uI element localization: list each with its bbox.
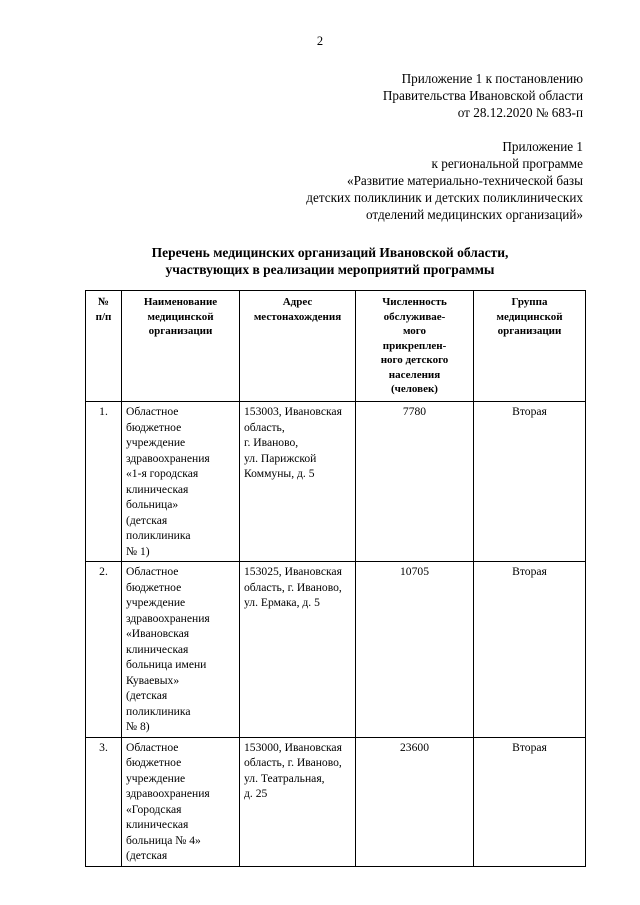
address-line: ул. Театральная, bbox=[244, 771, 325, 785]
header-line: Группа bbox=[511, 296, 548, 308]
name-line: Областное bbox=[126, 740, 179, 754]
document-title-line: участвующих в реализации мероприятий программы bbox=[165, 262, 495, 277]
header-line: медицинской bbox=[147, 310, 214, 323]
organization-name bbox=[122, 737, 240, 866]
population-count: 23600 bbox=[356, 737, 474, 866]
population-count: 7780 bbox=[356, 402, 474, 562]
header-line: п/п bbox=[95, 310, 112, 323]
appendix-resolution-line: от 28.12.2020 № 683-п bbox=[457, 105, 583, 120]
table-header-row bbox=[86, 291, 586, 402]
address-line: область, г. Иваново, bbox=[244, 756, 342, 769]
name-line: поликлиника bbox=[126, 529, 191, 542]
address-line: область, bbox=[244, 420, 285, 434]
name-line: бюджетное bbox=[126, 420, 182, 434]
header-line: обслуживае- bbox=[383, 310, 446, 323]
organization-name bbox=[122, 402, 240, 562]
row-number: 2. bbox=[86, 562, 122, 738]
table-row bbox=[86, 737, 586, 866]
name-line: учреждение bbox=[126, 596, 186, 609]
header-line: местонахождения bbox=[253, 310, 342, 323]
name-line: Областное bbox=[126, 565, 179, 578]
name-line: (детская bbox=[126, 513, 168, 527]
address-line: ул. Ермака, д. 5 bbox=[244, 596, 320, 609]
header-name bbox=[122, 291, 240, 402]
population-count: 10705 bbox=[356, 562, 474, 738]
header-group bbox=[474, 291, 586, 402]
name-line: больница имени bbox=[126, 658, 207, 671]
appendix-resolution-line: Приложение 1 к постановлению bbox=[401, 71, 583, 86]
header-population bbox=[356, 291, 474, 402]
address-line: 153025, Ивановская bbox=[244, 565, 342, 578]
header-line: Наименование bbox=[143, 296, 218, 308]
table-row bbox=[86, 402, 586, 562]
appendix-program-line: отделений медицинских организаций» bbox=[365, 207, 583, 222]
organization-group: Вторая bbox=[474, 737, 586, 866]
organization-address bbox=[240, 737, 356, 866]
header-address bbox=[240, 291, 356, 402]
address-line: область, г. Иваново, bbox=[244, 580, 342, 594]
organizations-table bbox=[85, 290, 586, 867]
appendix-program-line: «Развитие материально-технической базы bbox=[346, 173, 583, 188]
header-number bbox=[86, 291, 122, 402]
appendix-program-header bbox=[306, 138, 583, 223]
page-number: 2 bbox=[316, 34, 324, 48]
name-line: Куваевых» bbox=[126, 673, 180, 687]
document-title bbox=[60, 244, 600, 278]
address-line: д. 25 bbox=[244, 787, 268, 800]
name-line: «Городская bbox=[126, 802, 182, 816]
organization-group: Вторая bbox=[474, 402, 586, 562]
header-line: мого bbox=[402, 325, 427, 337]
appendix-resolution-header bbox=[383, 70, 583, 121]
address-line: 153000, Ивановская bbox=[244, 740, 342, 754]
row-number: 3. bbox=[86, 737, 122, 866]
header-line: № bbox=[97, 296, 110, 308]
header-line: организации bbox=[497, 325, 562, 337]
name-line: «Ивановская bbox=[126, 627, 190, 640]
address-line: ул. Парижской bbox=[244, 451, 317, 465]
organization-address bbox=[240, 402, 356, 562]
address-line: Коммуны, д. 5 bbox=[244, 467, 315, 480]
name-line: здравоохранения bbox=[126, 611, 210, 625]
name-line: больница № 4» bbox=[126, 833, 201, 847]
name-line: № 1) bbox=[126, 544, 150, 558]
name-line: больница» bbox=[126, 498, 179, 511]
header-line: медицинской bbox=[496, 310, 563, 323]
header-line: Адрес bbox=[282, 296, 313, 308]
header-line: организации bbox=[148, 325, 213, 337]
name-line: здравоохранения bbox=[126, 451, 210, 465]
table-row bbox=[86, 562, 586, 738]
header-line: (человек) bbox=[391, 383, 438, 395]
organization-address bbox=[240, 562, 356, 738]
name-line: (детская bbox=[126, 689, 168, 702]
header-line: населения bbox=[388, 368, 441, 381]
name-line: (детская bbox=[126, 849, 168, 862]
appendix-program-line: Приложение 1 bbox=[502, 139, 583, 154]
name-line: бюджетное bbox=[126, 580, 182, 594]
name-line: учреждение bbox=[126, 771, 186, 785]
header-line: ного детского bbox=[380, 354, 449, 366]
address-line: г. Иваново, bbox=[244, 436, 299, 449]
name-line: здравоохранения bbox=[126, 787, 210, 800]
organization-group: Вторая bbox=[474, 562, 586, 738]
appendix-resolution-line: Правительства Ивановской области bbox=[382, 88, 583, 103]
appendix-program-line: детских поликлиник и детских поликлинических bbox=[306, 190, 583, 205]
header-line: Численность bbox=[382, 296, 447, 308]
address-line: 153003, Ивановская bbox=[244, 405, 342, 418]
document-title-line: Перечень медицинских организаций Ивановской области, bbox=[151, 245, 509, 260]
appendix-program-line: к региональной программе bbox=[431, 156, 583, 171]
name-line: клиническая bbox=[126, 482, 189, 496]
name-line: бюджетное bbox=[126, 756, 182, 769]
name-line: клиническая bbox=[126, 818, 189, 831]
name-line: № 8) bbox=[126, 720, 150, 733]
organization-name bbox=[122, 562, 240, 738]
name-line: Областное bbox=[126, 405, 179, 418]
header-line: прикреплен- bbox=[382, 339, 447, 352]
name-line: клиническая bbox=[126, 642, 189, 656]
name-line: поликлиника bbox=[126, 704, 191, 718]
row-number: 1. bbox=[86, 402, 122, 562]
name-line: учреждение bbox=[126, 436, 186, 449]
name-line: «1-я городская bbox=[126, 467, 199, 480]
